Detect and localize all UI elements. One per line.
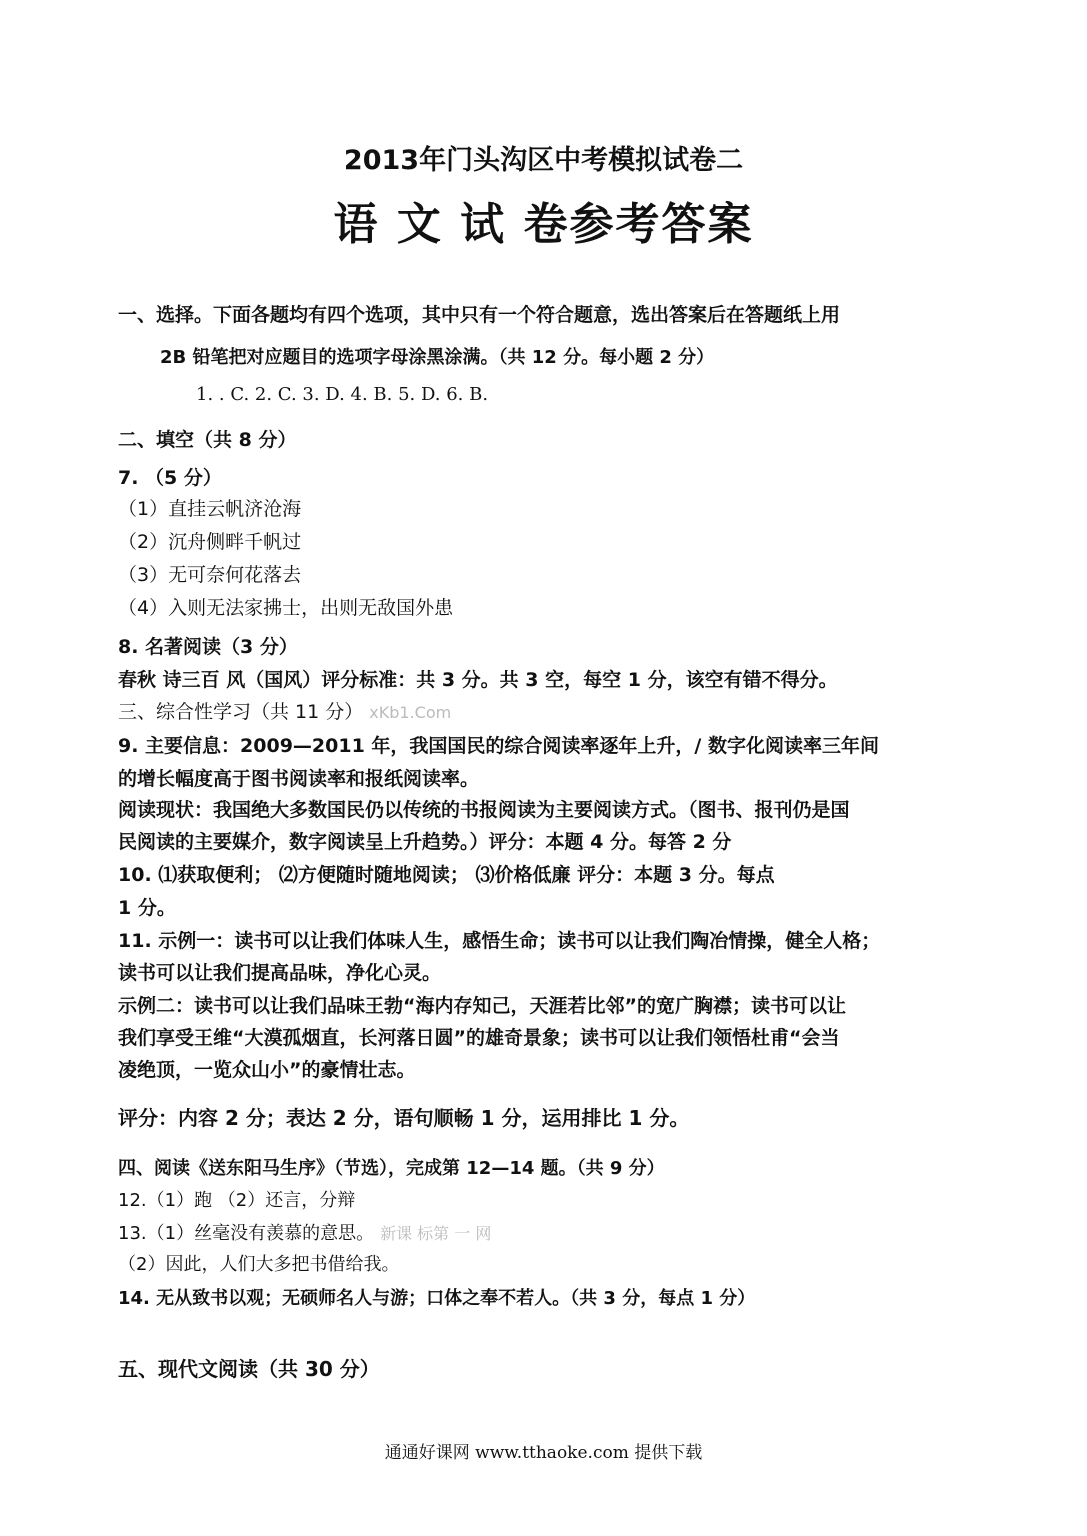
section1-heading-line2: 2B 铅笔把对应题目的选项字母涂黑涂满。（共 12 分。每小题 2 分） <box>160 347 715 368</box>
q11-line3: 示例二：读书可以让我们品味王勃“海内存知己，天涯若比邻”的宽广胸襟；读书可以让 <box>118 995 846 1017</box>
section4-heading: 四、阅读《送东阳马生序》（节选），完成第 12—14 题。（共 9 分） <box>118 1158 665 1179</box>
q14-answer: 14. 无从致书以观；无硕师名人与游；口体之奉不若人。（共 3 分，每点 1 分） <box>118 1288 756 1309</box>
q11-line1: 11. 示例一：读书可以让我们体味人生，感悟生命；读书可以让我们陶冶情操，健全人格； <box>118 930 881 952</box>
q9-line3: 阅读现状：我国绝大多数国民仍以传统的书报阅读为主要阅读方式。（图书、报刊仍是国 <box>118 799 850 821</box>
watermark-text: xKb1.Com <box>369 703 452 722</box>
section5-heading: 五、现代文阅读（共 30 分） <box>118 1357 380 1381</box>
q13-line1-row <box>118 1219 491 1245</box>
section3-heading-row <box>118 697 451 724</box>
q9-line4: 民阅读的主要媒介，数字阅读呈上升趋势。）评分：本题 4 分。每答 2 分 <box>118 831 732 853</box>
q12-answer: 12.（1）跑 （2）还言，分辩 <box>118 1190 356 1211</box>
q9-line2: 的增长幅度高于图书阅读率和报纸阅读率。 <box>118 768 480 790</box>
q10-line1: 10. ⑴获取便利； ⑵方便随时随地阅读； ⑶价格低廉 评分：本题 3 分。每点 <box>118 864 775 886</box>
watermark-text-2: 新课 标第 一 网 <box>380 1224 492 1243</box>
q9-line1: 9. 主要信息：2009—2011 年，我国国民的综合阅读率逐年上升，/ 数字化阅读率三年间 <box>118 735 879 757</box>
q13-line1: 13.（1）丝毫没有羡慕的意思。 <box>118 1223 375 1244</box>
q11-line5: 凌绝顶，一览众山小”的豪情壮志。 <box>118 1059 416 1081</box>
page-title: 语 文 试 卷参考答案 <box>333 199 754 250</box>
q7-item-3: （3）无可奈何花落去 <box>118 564 302 586</box>
q11-line4: 我们享受王维“大漠孤烟直，长河落日圆”的雄奇景象；读书可以让我们领悟杜甫“会当 <box>118 1027 840 1049</box>
q11-line2: 读书可以让我们提高品味，净化心灵。 <box>118 962 442 984</box>
section1-heading-line1: 一、选择。下面各题均有四个选项，其中只有一个符合题意，选出答案后在答题纸上用 <box>118 304 841 326</box>
q7-item-1: （1）直挂云帆济沧海 <box>118 498 302 520</box>
section3-heading: 三、综合性学习（共 11 分） <box>118 701 364 723</box>
q10-line2: 1 分。 <box>118 897 176 919</box>
q13-line2: （2）因此，人们大多把书借给我。 <box>118 1254 400 1275</box>
page-footer: 通通好课网 www.tthaoke.com 提供下载 <box>384 1443 703 1463</box>
q7-item-2: （2）沉舟侧畔千帆过 <box>118 531 302 553</box>
q8-label: 8. 名著阅读（3 分） <box>118 636 298 658</box>
q7-label: 7. （5 分） <box>118 467 222 489</box>
exam-subtitle: 2013年门头沟区中考模拟试卷二 <box>343 145 744 176</box>
q7-item-4: （4）入则无法家拂士，出则无敌国外患 <box>118 597 454 619</box>
q11-scoring: 评分：内容 2 分；表达 2 分，语句顺畅 1 分，运用排比 1 分。 <box>118 1106 690 1130</box>
q8-answer: 春秋 诗三百 风（国风）评分标准：共 3 分。共 3 空，每空 1 分，该空有错不得分。 <box>118 669 838 691</box>
section1-answers: 1. . C. 2. C. 3. D. 4. B. 5. D. 6. B. <box>196 384 489 405</box>
section2-heading: 二、填空（共 8 分） <box>118 429 297 451</box>
